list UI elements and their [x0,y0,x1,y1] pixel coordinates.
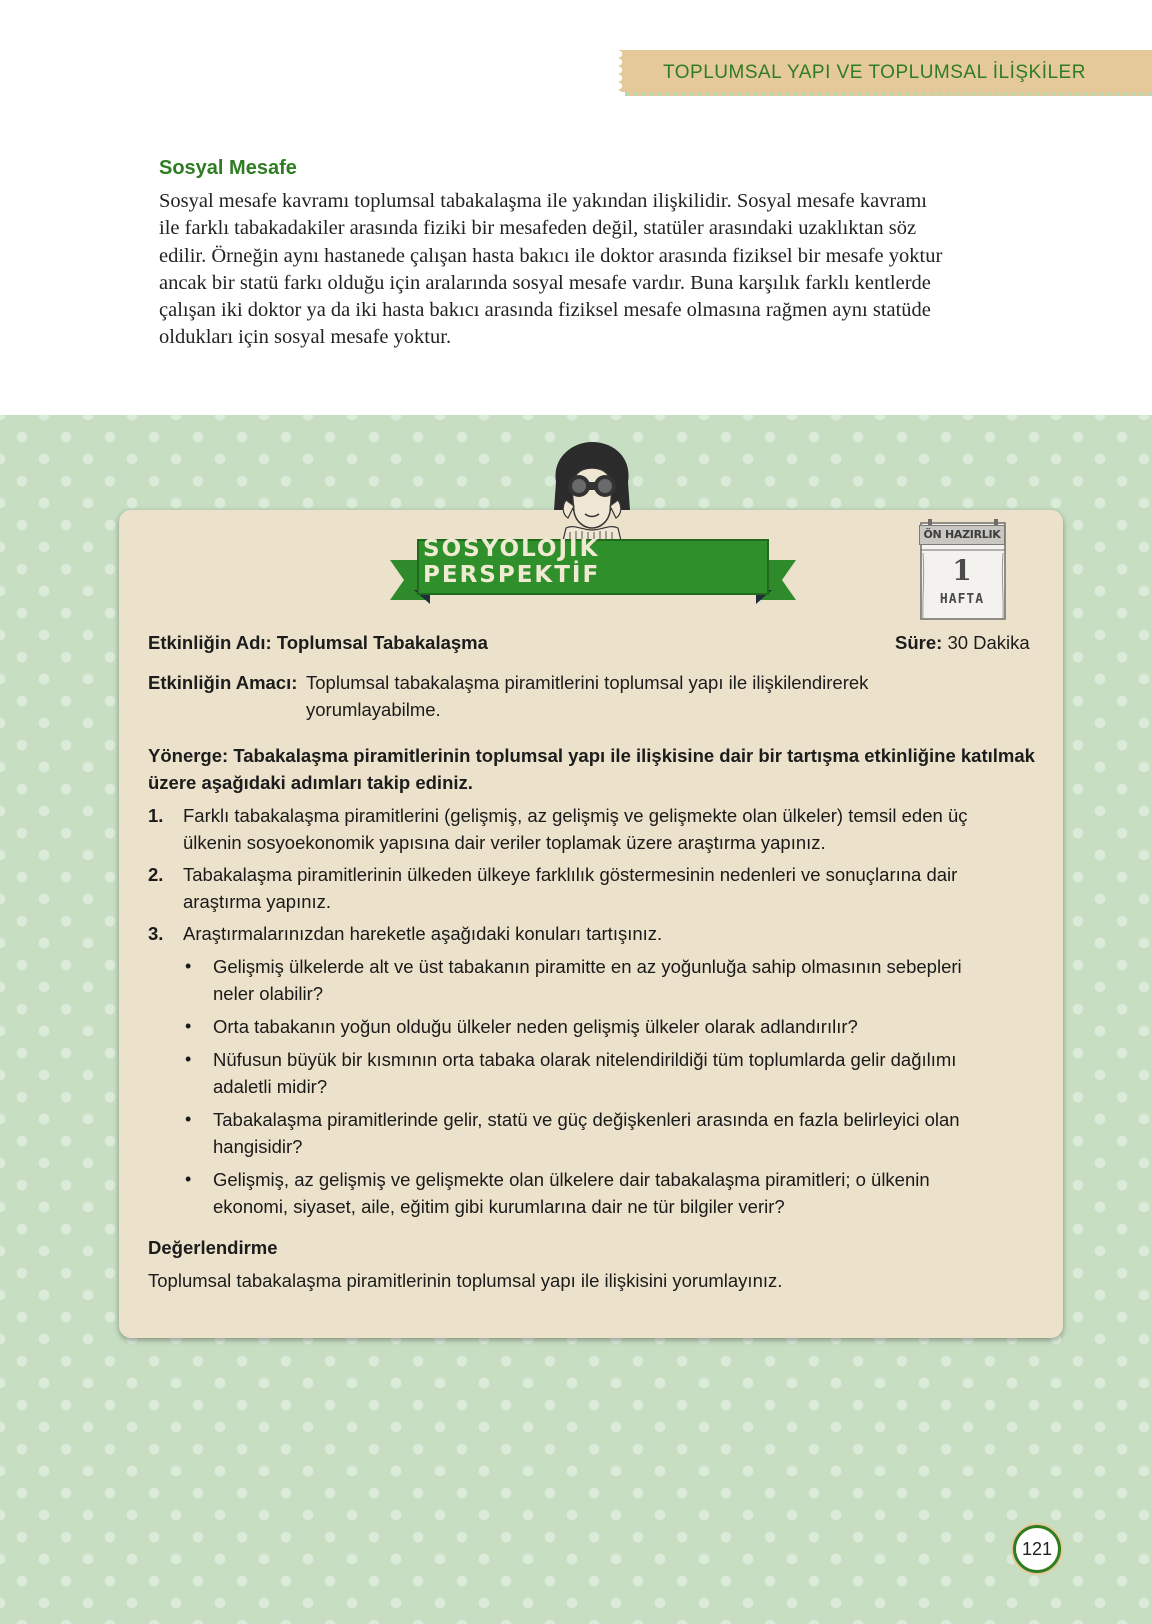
banner-title: SOSYOLOJİK PERSPEKTİF [423,536,601,588]
calendar-label: ÖN HAZIRLIK [919,525,1005,545]
body-line: edilir. Örneğin aynı hastanede çalışan hasta bakıcı ile doktor arasında fiziksel bir mesafe yoktur [159,244,943,267]
bullet-line: • Tabakalaşma piramitlerinde gelir, statü ve güç değişkenleri arasında en fazla belirleyici olan [213,1109,960,1130]
duration [895,629,1030,656]
step-number: 2. [148,864,164,885]
duration-value: 30 Dakika [947,632,1030,653]
bullet-line: • Nüfusun büyük bir kısmının orta tabaka olarak nitelendirildiği tüm toplumlarda gelir dağılımı [213,1049,957,1070]
step-line: Araştırmalarınızdan hareketle aşağıdaki konuları tartışınız. [183,923,663,944]
evaluation-heading: Değerlendirme [148,1237,278,1258]
bullet-line: • Gelişmiş, az gelişmiş ve gelişmekte olan ülkelere dair tabakalaşma piramitleri; o ülkenin [213,1169,930,1190]
instruction-line: Yönerge: Tabakalaşma piramitlerinin toplumsal yapı ile ilişkisine dair bir tartışma etkinliğine katılmak [148,745,1035,766]
binoculars-girl-illustration [538,440,646,545]
header-tab [625,50,1152,96]
step-item [148,920,1053,1220]
bullet-item [183,1013,1053,1040]
purpose-label: Etkinliğin Amacı: [148,672,298,693]
page-number: 121 [1013,1525,1061,1573]
purpose-text [306,669,1006,723]
step-item [148,861,1053,915]
instruction-line: üzere aşağıdaki adımları takip ediniz. [148,772,473,793]
calendar-number: 1 [952,554,972,587]
bullet-item [183,1046,1053,1100]
bullet-line: hangisidir? [213,1136,303,1157]
bullet-item [183,1106,1053,1160]
section-heading: Sosyal Mesafe [159,157,297,179]
calendar-icon [918,518,1008,624]
body-line: Sosyal mesafe kavramı toplumsal tabakalaşma ile yakından ilişkilidir. Sosyal mesafe kavramı [159,190,927,212]
step-line: Tabakalaşma piramitlerinin ülkeden ülkeye farklılık göstermesinin nedenleri ve sonuçlarına dair [183,864,958,885]
step-number: 1. [148,805,164,826]
bullet-line: • Gelişmiş ülkelerde alt ve üst tabakanın piramitte en az yoğunluğa sahip olmasının sebepleri [213,956,962,977]
bullet-line: adaletli midir? [213,1076,328,1097]
chapter-title: TOPLUMSAL YAPI VE TOPLUMSAL İLİŞKİLER [663,62,1086,83]
body-line: ancak bir statü farkı olduğu için aralarında sosyal mesafe vardır. Buna karşılık farklı kentlerde [159,271,931,294]
bullet-item [183,953,1053,1007]
discussion-bullets [183,953,1053,1220]
steps-list [148,802,1053,1226]
bullet-item [183,1166,1053,1220]
duration-label: Süre: [895,632,943,653]
purpose-line: yorumlayabilme. [306,699,441,720]
purpose-line: Toplumsal tabakalaşma piramitlerini toplumsal yapı ile ilişkilendirerek [306,672,869,693]
bullet-line: ekonomi, siyaset, aile, eğitim gibi kurumlarına dair ne tür bilgiler verir? [213,1196,785,1217]
step-line: araştırma yapınız. [183,891,332,912]
step-line: ülkenin sosyoekonomik yapısına dair veriler toplamak üzere araştırma yapınız. [183,832,826,853]
body-line: oldukları için sosyal mesafe yoktur. [159,326,452,349]
body-line: ile farklı tabakadakiler arasında fiziki bir mesafeden değil, statüler arasındaki uzaklıktan söz [159,217,917,240]
calendar-unit: HAFTA [939,592,985,607]
instruction [148,742,1068,796]
step-number: 3. [148,923,164,944]
bullet-line: • Orta tabakanın yoğun olduğu ülkeler neden gelişmiş ülkeler olarak adlandırılır? [213,1016,858,1037]
section-body [159,188,1039,352]
bullet-line: neler olabilir? [213,983,324,1004]
evaluation-text: Toplumsal tabakalaşma piramitlerinin toplumsal yapı ile ilişkisini yorumlayınız. [148,1270,783,1291]
step-item [148,802,1053,856]
activity-name: Etkinliğin Adı: Toplumsal Tabakalaşma [148,632,488,653]
step-line: Farklı tabakalaşma piramitlerini (gelişmiş, az gelişmiş ve gelişmekte olan ülkeler) temsil eden üç [183,805,968,826]
body-line: çalışan iki doktor ya da iki hasta bakıcı arasında fiziksel mesafe olmasına rağmen aynı statüde [159,299,931,322]
